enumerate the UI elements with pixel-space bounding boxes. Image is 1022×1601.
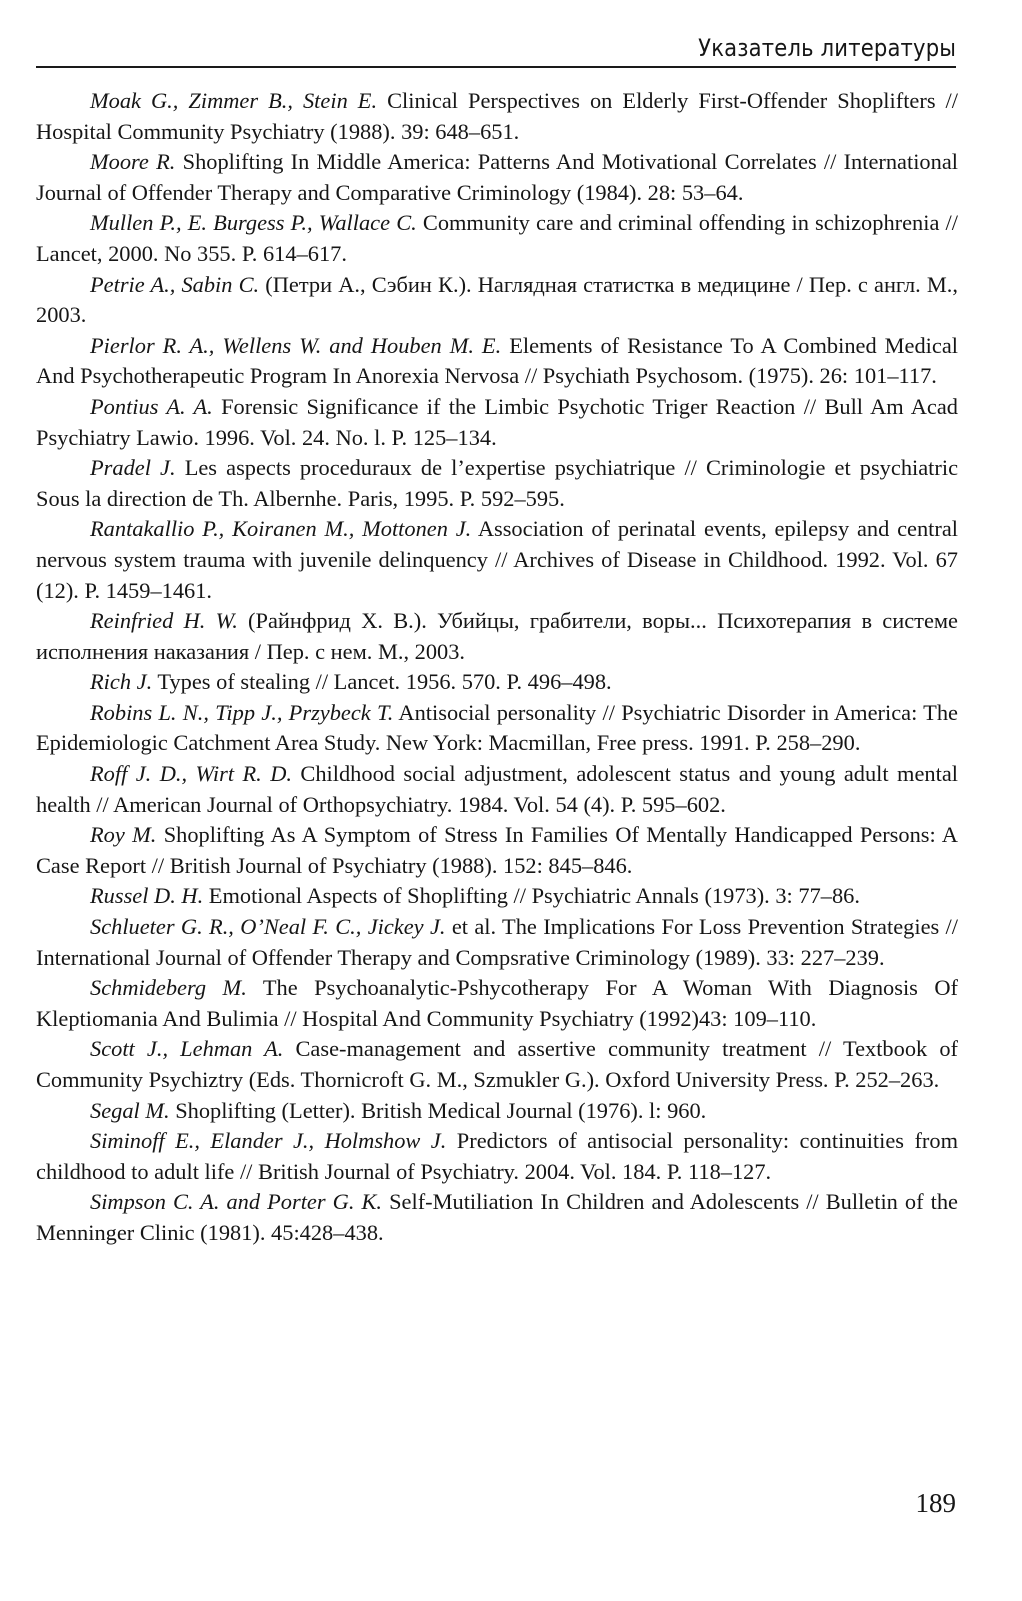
reference-entry xyxy=(36,331,958,392)
running-header xyxy=(36,22,956,68)
reference-entry xyxy=(36,912,958,973)
reference-text: (Райнфрид Х. В.). Убийцы, грабители, воры... Психотерапия в системе исполнения наказания / Пер. с нем. М., 2003. xyxy=(36,608,958,664)
reference-authors: Russel D. H. xyxy=(90,883,204,909)
reference-authors: Pierlor R. A., Wellens W. and Houben M. E. xyxy=(90,332,502,358)
reference-entry xyxy=(36,606,958,667)
reference-entry xyxy=(36,698,958,759)
reference-authors: Rantakallio P., Koiranen M., Mottonen J. xyxy=(90,516,472,542)
reference-text: Predictors of antisocial personality: continuities from childhood to adult life // British Journal of Psychiatry. 2004. Vol. 184. P. 118–127. xyxy=(36,1128,958,1184)
reference-text: Shoplifting (Letter). British Medical Journal (1976). l: 960. xyxy=(169,1097,707,1123)
reference-text: Antisocial personality // Psychiatric Disorder in America: The Epidemiologic Catchment Area Study. New York: Macmillan, Free press. 1991. P. 258–290. xyxy=(36,699,958,756)
reference-text: Forensic Significance if the Limbic Psychotic Triger Reaction // Bull Am Acad Psychiatry Lawio. 1996. Vol. 24. No. l. P. 125–134. xyxy=(36,393,958,450)
reference-text: Case-management and assertive community treatment // Textbook of Community Psychiztry (Eds. Thornicroft G. M., Szmukler G.). Oxford University Press. P. 252–263. xyxy=(36,1036,959,1092)
reference-authors: Rich J. xyxy=(90,669,153,695)
reference-entry xyxy=(36,1187,958,1248)
reference-text: Les aspects proceduraux de l’expertise psychiatrique // Criminologie et psychiatric Sous la direction de Th. Albernhe. Paris, 1995. P. 592–595. xyxy=(36,455,959,511)
reference-entry xyxy=(36,86,958,147)
reference-entry xyxy=(36,820,958,881)
reference-entry xyxy=(36,514,958,606)
reference-text: Community care and criminal offending in schizophrenia // Lancet, 2000. No 355. P. 614–617. xyxy=(36,210,958,266)
reference-entry xyxy=(36,881,958,912)
reference-text: Types of stealing // Lancet. 1956. 570. P. 496–498. xyxy=(152,669,612,695)
reference-text: Shoplifting As A Symptom of Stress In Families Of Mentally Handicapped Persons: A Case Report // British Journal of Psychiatry (1988). 152: 845–846. xyxy=(36,822,958,878)
reference-text: The Psychoanalytic-Pshycotherapy For A Woman With Diagnosis Of Kleptiomania And Bulimia // Hospital And Community Psychiatry (1992)43: 109–110. xyxy=(36,975,958,1031)
reference-authors: Segal M. xyxy=(90,1097,170,1123)
reference-authors: Moak G., Zimmer B., Stein E. xyxy=(90,88,378,113)
reference-entry xyxy=(36,1126,958,1187)
reference-authors: Roff J. D., Wirt R. D. xyxy=(90,761,292,787)
reference-text: Association of perinatal events, epilepsy and central nervous system trauma with juvenile delinquency // Archives of Disease in Childhood. 1992. Vol. 67 (12). P. 1459–1461. xyxy=(36,516,959,603)
reference-text: et al. The Implications For Loss Prevention Strategies // International Journal of Offender Therapy and Compsrative Criminology (1989). 33: 227–239. xyxy=(36,914,959,970)
reference-text: Childhood social adjustment, adolescent status and young adult mental health // American Journal of Orthopsychiatry. 1984. Vol. 54 (4). P. 595–602. xyxy=(36,761,958,817)
reference-text: Elements of Resistance To A Combined Medical And Psychotherapeutic Program In Anorexia Nervosa // Psychiath Psychosom. (1975). 26: 101–117. xyxy=(36,332,958,389)
reference-entry xyxy=(36,759,958,820)
reference-entry xyxy=(36,667,958,698)
reference-list xyxy=(36,86,958,1249)
reference-entry xyxy=(36,392,958,453)
reference-entry xyxy=(36,1034,958,1095)
reference-authors: Scott J., Lehman A. xyxy=(90,1036,284,1062)
reference-authors: Pradel J. xyxy=(90,455,176,481)
reference-authors: Moore R. xyxy=(90,149,176,175)
reference-entry xyxy=(36,973,958,1034)
reference-text: Clinical Perspectives on Elderly First-Offender Shoplifters // Hospital Community Psychiatry (1988). 39: 648–651. xyxy=(36,88,959,144)
reference-authors: Reinfried H. W. xyxy=(90,608,238,634)
reference-authors: Pontius A. A. xyxy=(90,393,213,419)
reference-authors: Schmideberg M. xyxy=(90,975,247,1001)
reference-entry xyxy=(36,453,958,514)
reference-authors: Simpson C. A. and Porter G. K. xyxy=(90,1189,383,1215)
reference-entry xyxy=(36,208,958,269)
reference-authors: Robins L. N., Tipp J., Przybeck T. xyxy=(90,699,394,725)
reference-entry xyxy=(36,270,958,331)
page-number: 189 xyxy=(915,1488,956,1518)
reference-text: Emotional Aspects of Shoplifting // Psychiatric Annals (1973). 3: 77–86. xyxy=(203,883,860,909)
reference-authors: Roy M. xyxy=(90,822,157,848)
reference-authors: Schlueter G. R., O’Neal F. C., Jickey J. xyxy=(90,914,446,940)
running-header-title: Указатель литературы xyxy=(698,34,956,62)
reference-entry xyxy=(36,147,958,208)
reference-authors: Petrie A., Sabin C. xyxy=(90,271,260,297)
reference-entry xyxy=(36,1096,958,1127)
reference-authors: Siminoff E., Elander J., Holmshow J. xyxy=(90,1128,447,1154)
reference-text: Self-Mutiliation In Children and Adolescents // Bulletin of the Menninger Clinic (1981). 45:428–438. xyxy=(36,1189,959,1245)
reference-text: Shoplifting In Middle America: Patterns And Motivational Correlates // International Journal of Offender Therapy and Comparative Criminology (1984). 28: 53–64. xyxy=(36,149,958,205)
reference-authors: Mullen P., E. Burgess P., Wallace C. xyxy=(90,210,417,236)
reference-text: (Петри А., Сэбин К.). Наглядная статистка в медицине / Пер. с англ. М., 2003. xyxy=(36,271,958,328)
